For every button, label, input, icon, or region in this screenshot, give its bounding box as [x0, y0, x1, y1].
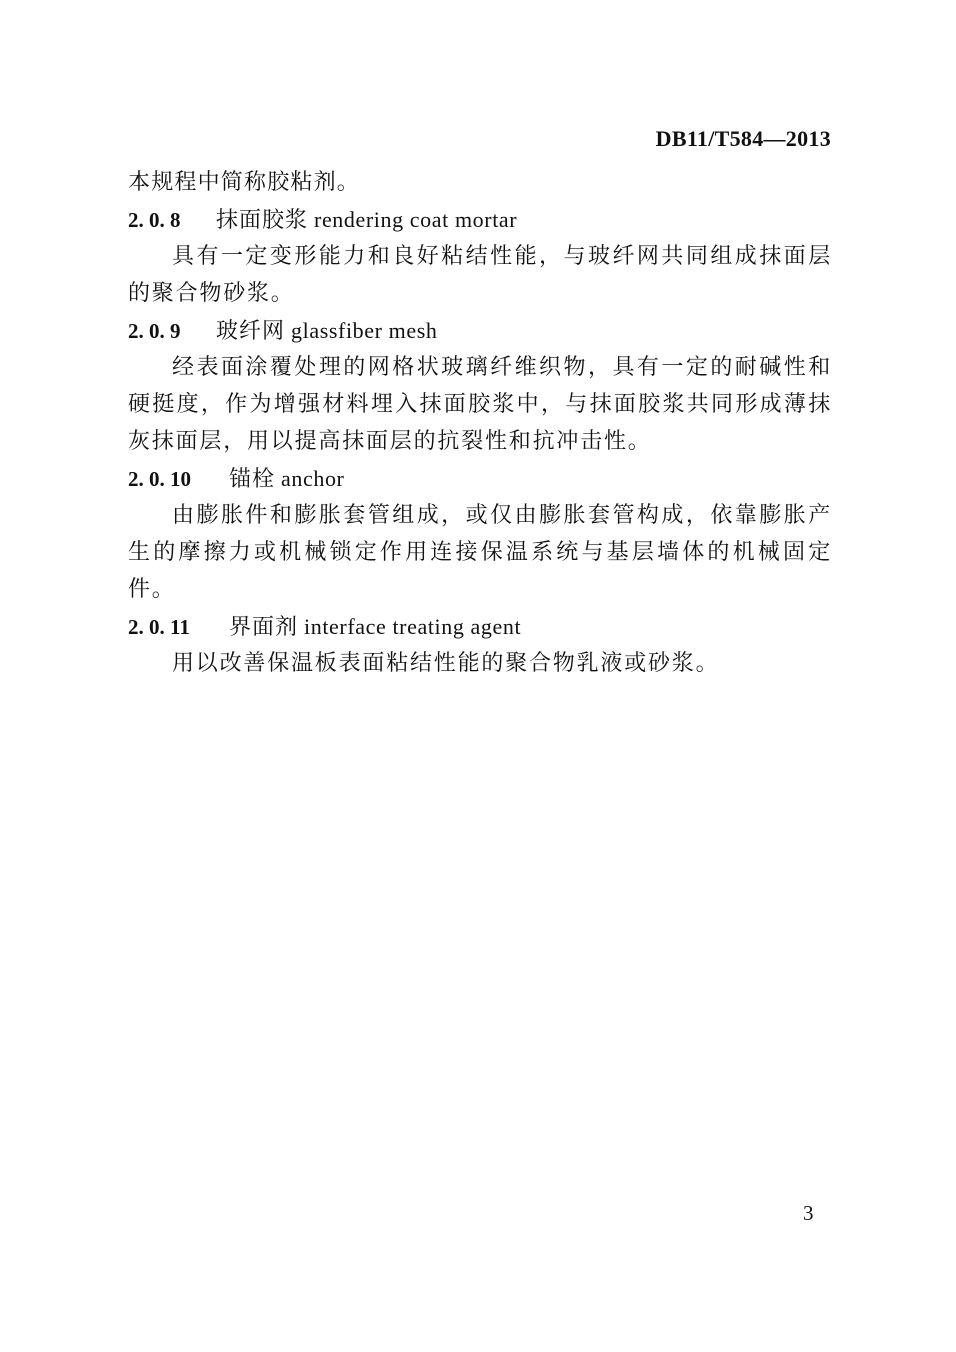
- term-english: glassfiber mesh: [291, 318, 438, 343]
- term-chinese: 玻纤网: [216, 319, 286, 344]
- term-2-0-10: [128, 460, 832, 608]
- term-heading: [128, 201, 832, 238]
- term-number: 2. 0. 10: [128, 467, 191, 491]
- term-definition: 具有一定变形能力和良好粘结性能，与玻纤网共同组成抹面层的聚合物砂浆。: [128, 244, 832, 306]
- intro-line: 本规程中简称胶粘剂。: [128, 170, 361, 195]
- term-2-0-11: [128, 608, 832, 682]
- term-number: 2. 0. 8: [128, 208, 181, 232]
- page-number: 3: [803, 1201, 814, 1225]
- term-heading: [128, 608, 832, 645]
- term-chinese: 界面剂: [229, 615, 299, 640]
- term-2-0-9: [128, 312, 832, 460]
- term-chinese: 锚栓: [229, 467, 276, 492]
- term-heading: [128, 312, 832, 349]
- term-chinese: 抹面胶浆: [216, 208, 309, 233]
- term-number: 2. 0. 9: [128, 319, 181, 343]
- term-number: 2. 0. 11: [128, 615, 190, 639]
- term-heading: [128, 460, 832, 497]
- page-content: [128, 164, 832, 682]
- term-english: rendering coat mortar: [314, 207, 518, 232]
- term-definition: 用以改善保温板表面粘结性能的聚合物乳液或砂浆。: [172, 651, 720, 676]
- term-definition: 经表面涂覆处理的网格状玻璃纤维织物，具有一定的耐碱性和硬挺度，作为增强材料埋入抹面胶浆中，与抹面胶浆共同形成薄抹灰抹面层，用以提高抹面层的抗裂性和抗冲击性。: [128, 355, 832, 454]
- term-english: anchor: [281, 466, 345, 491]
- term-2-0-8: [128, 201, 832, 312]
- term-english: interface treating agent: [304, 614, 522, 639]
- document-code: DB11/T584—2013: [655, 126, 831, 151]
- term-definition: 由膨胀件和膨胀套管组成，或仅由膨胀套管构成，依靠膨胀产生的摩擦力或机械锁定作用连接保温系统与基层墙体的机械固定件。: [128, 503, 832, 602]
